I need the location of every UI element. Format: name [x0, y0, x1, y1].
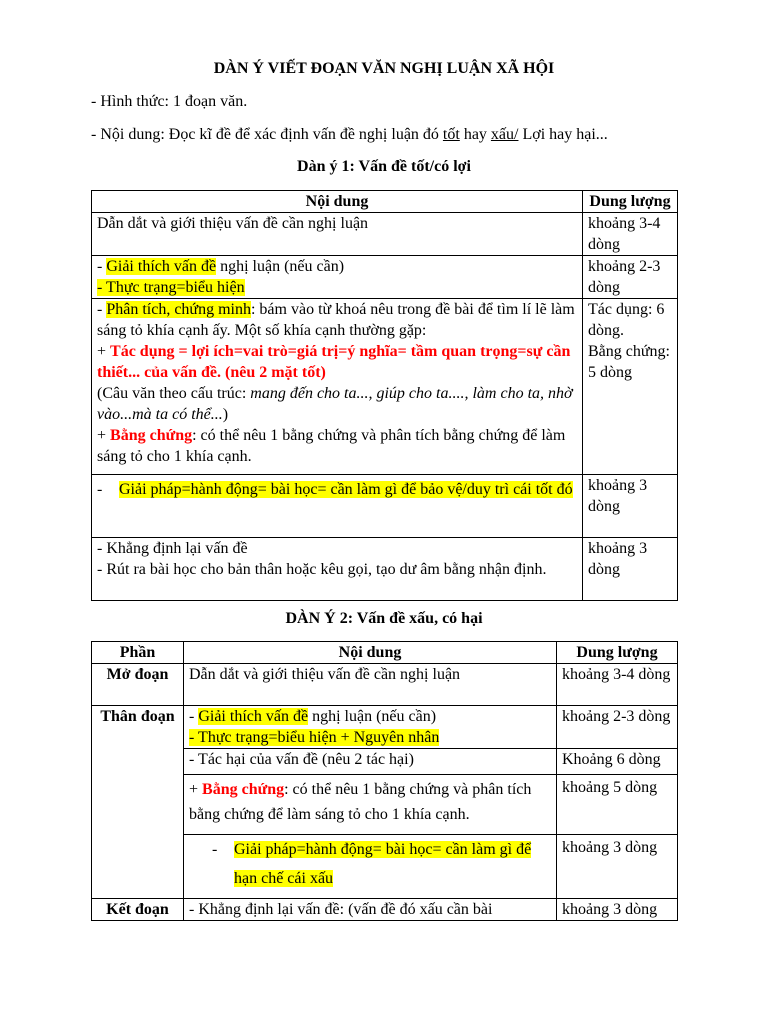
conclusion-line2: - Rút ra bài học cho bản thân hoặc kêu gọi, tạo dư âm bằng nhận định. — [97, 561, 547, 578]
outline1-col-content: Nội dung — [92, 191, 583, 213]
closing-amount: khoảng 3 dòng — [557, 899, 678, 921]
outline1-solution-amount: khoảng 3 dòng — [583, 475, 678, 538]
closing-content: - Khẳng định lại vấn đề: (vấn đề đó xấu cần bài — [184, 899, 557, 921]
content-suffix: Lợi hay hại... — [518, 126, 608, 143]
outline1-conclusion-amount: khoảng 3 dòng — [583, 538, 678, 601]
reality-cause-line: - Thực trạng=biểu hiện + Nguyên nhân — [189, 729, 440, 746]
outline1-solution — [92, 475, 583, 538]
outline1-intro: Dẫn dắt và giới thiệu vấn đề cần nghị luận — [92, 213, 583, 256]
explain-highlight: Giải thích vấn đề — [106, 258, 217, 275]
body-evidence — [184, 775, 557, 835]
outline1-conclusion — [92, 538, 583, 601]
outline2-col-content: Nội dung — [184, 642, 557, 664]
body-solution — [184, 835, 557, 899]
outline1-analysis-amount — [583, 299, 678, 475]
table-row — [92, 213, 678, 256]
reality-line: - Thực trạng=biểu hiện — [97, 279, 245, 296]
table-row — [92, 899, 678, 921]
evidence-text: : có thể nêu 1 bằng chứng và phân tích bằng chứng để làm sáng tỏ cho 1 khía cạnh. — [189, 781, 532, 823]
plus-sign: + — [97, 427, 111, 444]
solution-highlight: Giải pháp=hành động= bài học= cần làm gì để bảo vệ/duy trì cái tốt đó — [119, 481, 573, 498]
content-bad: xấu/ — [490, 126, 519, 143]
outline1-explain-amount: khoảng 2-3 dòng — [583, 256, 678, 299]
body-evidence-amount: khoảng 5 dòng — [557, 775, 678, 835]
outline2-heading: DÀN Ý 2: Vấn đề xấu, có hại — [285, 610, 483, 627]
content-or: hay — [459, 126, 491, 143]
analysis-highlight: Phân tích, chứng minh — [106, 301, 251, 318]
amount-effect: Tác dụng: 6 dòng. — [588, 301, 665, 339]
body-solution-amount: khoảng 3 dòng — [557, 835, 678, 899]
structure-post: ) — [222, 406, 229, 423]
page-title: DÀN Ý VIẾT ĐOẠN VĂN NGHỊ LUẬN XÃ HỘI — [213, 60, 555, 77]
table-row — [92, 299, 678, 475]
explain-rest: nghị luận (nếu cần) — [216, 258, 345, 275]
plus-sign: + — [97, 343, 111, 360]
outline1-analysis — [92, 299, 583, 475]
outline1-header-row — [92, 191, 678, 213]
solution-highlight: Giải pháp=hành động= bài học= cần làm gì để hạn chế cái xấu — [234, 841, 532, 887]
dash: - — [212, 841, 218, 858]
body-explain — [184, 706, 557, 749]
outline1-explain — [92, 256, 583, 299]
dash: - — [97, 301, 107, 318]
evidence-text: : có thể nêu 1 bằng chứng và phân tích bằng chứng để làm sáng tỏ cho 1 khía cạnh. — [97, 427, 566, 465]
outline2-table — [91, 641, 678, 921]
explain-highlight: Giải thích vấn đề — [198, 708, 309, 725]
outline1-intro-amount: khoảng 3-4 dòng — [583, 213, 678, 256]
structure-pre: (Câu văn theo cấu trúc: — [97, 385, 251, 402]
body-harm-amount: Khoảng 6 dòng — [557, 749, 678, 775]
explain-rest: nghị luận (nếu cần) — [308, 708, 437, 725]
amount-evidence: Bằng chứng: 5 dòng — [588, 343, 670, 381]
outline1-heading: Dàn ý 1: Vấn đề tốt/có lợi — [297, 158, 471, 175]
table-row — [92, 256, 678, 299]
body-explain-amount: khoảng 2-3 dòng — [557, 706, 678, 749]
content-line — [91, 126, 608, 144]
outline1-col-amount: Dung lượng — [583, 191, 678, 213]
effect-text: Tác dụng = lợi ích=vai trò=giá trị=ý nghĩa= tầm quan trọng=sự cần thiết... của vấn đề. (nêu 2 mặt tốt) — [97, 343, 571, 381]
table-row — [92, 664, 678, 706]
analysis-text: : bám vào từ khoá nêu trong đề bài để tìm lí lẽ làm sáng tỏ khía cạnh ấy. Một số khía cạnh thường gặp: — [97, 301, 575, 339]
outline2-col-amount: Dung lượng — [557, 642, 678, 664]
dash: - — [97, 258, 107, 275]
content-good: tốt — [442, 126, 460, 143]
dash: - — [97, 481, 103, 498]
table-row — [92, 706, 678, 749]
part-body: Thân đoạn — [92, 706, 184, 899]
structure-italic: mang đến cho ta..., giúp cho ta...., làm cho ta, nhờ vào...mà ta có thể... — [97, 385, 573, 423]
outline2-header-row — [92, 642, 678, 664]
table-row — [92, 538, 678, 601]
outline1-table — [91, 190, 678, 601]
body-harm: - Tác hại của vấn đề (nêu 2 tác hại) — [184, 749, 557, 775]
evidence-label: Bằng chứng — [202, 781, 285, 798]
content-prefix: - Nội dung: Đọc kĩ đề để xác định vấn đề nghị luận đó — [91, 126, 443, 143]
table-row — [92, 475, 678, 538]
opening-amount: khoảng 3-4 dòng — [557, 664, 678, 706]
evidence-label: Bằng chứng — [110, 427, 193, 444]
plus-sign: + — [189, 781, 203, 798]
form-line: - Hình thức: 1 đoạn văn. — [91, 93, 248, 110]
part-opening: Mở đoạn — [92, 664, 184, 706]
conclusion-line1: - Khẳng định lại vấn đề — [97, 540, 248, 557]
outline2-col-part: Phần — [92, 642, 184, 664]
part-closing: Kết đoạn — [92, 899, 184, 921]
opening-content: Dẫn dắt và giới thiệu vấn đề cần nghị luận — [184, 664, 557, 706]
dash: - — [189, 708, 199, 725]
